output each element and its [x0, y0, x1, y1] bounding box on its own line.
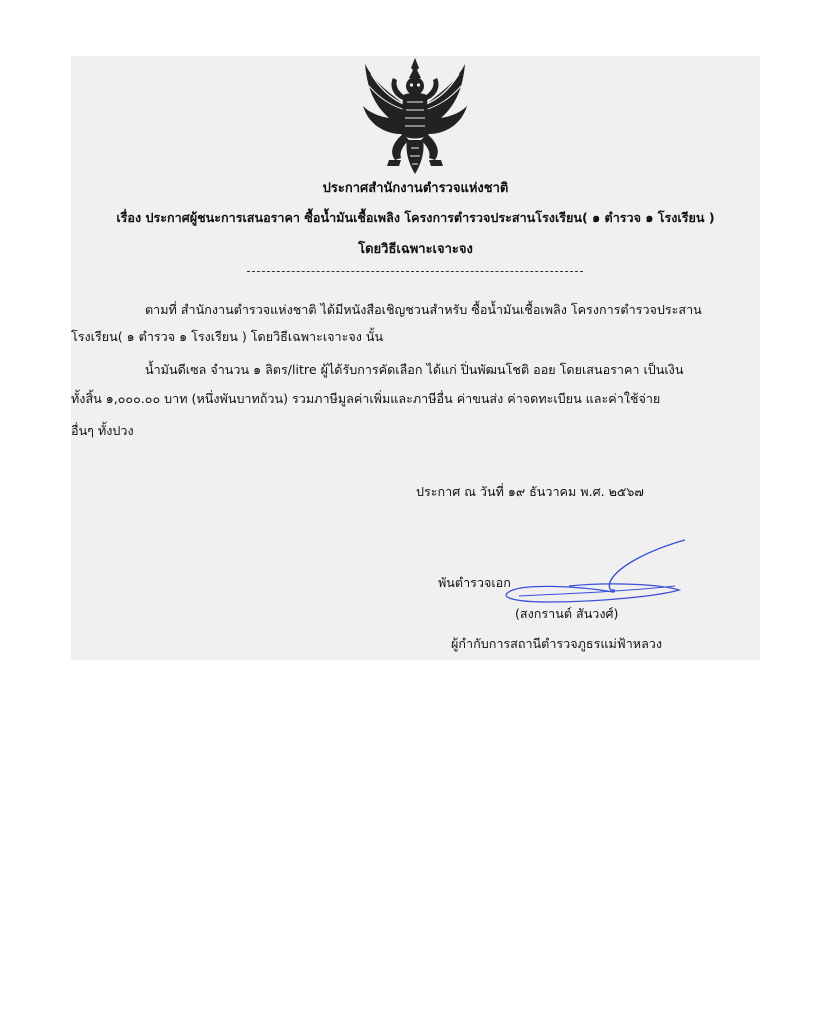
signer-rank: พันตำรวจเอก	[438, 575, 511, 590]
body-paragraph-1-line-2: โรงเรียน( ๑ ตำรวจ ๑ โรงเรียน ) โดยวิธีเฉพาะเจาะจง นั้น	[71, 329, 384, 344]
divider	[247, 271, 583, 272]
body-paragraph-2-line-1: น้ำมันดีเซล จำนวน ๑ ลิตร/litre ผู้ได้รับการคัดเลือก ได้แก่ ปิ่นพัฒนโชติ ออย โดยเสนอราคา เป็นเงิน	[145, 362, 684, 377]
subject-title: เรื่อง ประกาศผู้ชนะการเสนอราคา ซื้อน้ำมันเชื้อเพลิง โครงการตำรวจประสานโรงเรียน( ๑ ตำรวจ ๑ โรงเรียน )	[116, 210, 715, 225]
announcement-date: ประกาศ ณ วันที่ ๑๙ ธันวาคม พ.ศ. ๒๕๖๗	[416, 484, 644, 499]
body-paragraph-1-line-1: ตามที่ สำนักงานตำรวจแห่งชาติ ได้มีหนังสือเชิญชวนสำหรับ ซื้อน้ำมันเชื้อเพลิง โครงการตำรวจประสาน	[145, 302, 702, 317]
signer-name: (สงกรานต์ สันวงศ์)	[515, 606, 619, 621]
garuda-emblem-icon	[359, 56, 471, 176]
signature-icon	[489, 536, 689, 608]
method-title: โดยวิธีเฉพาะเจาะจง	[358, 242, 473, 257]
body-paragraph-2-line-2: ทั้งสิ้น ๑,๐๐๐.๐๐ บาท (หนึ่งพันบาทถ้วน) รวมภาษีมูลค่าเพิ่มและภาษีอื่น ค่าขนส่ง ค่าจดทะเบียน และค่าใช้จ่าย	[71, 391, 661, 406]
announcement-page	[71, 56, 760, 660]
agency-title: ประกาศสำนักงานตำรวจแห่งชาติ	[322, 181, 509, 196]
signer-position: ผู้กำกับการสถานีตำรวจภูธรแม่ฟ้าหลวง	[451, 636, 663, 651]
body-paragraph-2-line-3: อื่นๆ ทั้งปวง	[71, 423, 134, 438]
